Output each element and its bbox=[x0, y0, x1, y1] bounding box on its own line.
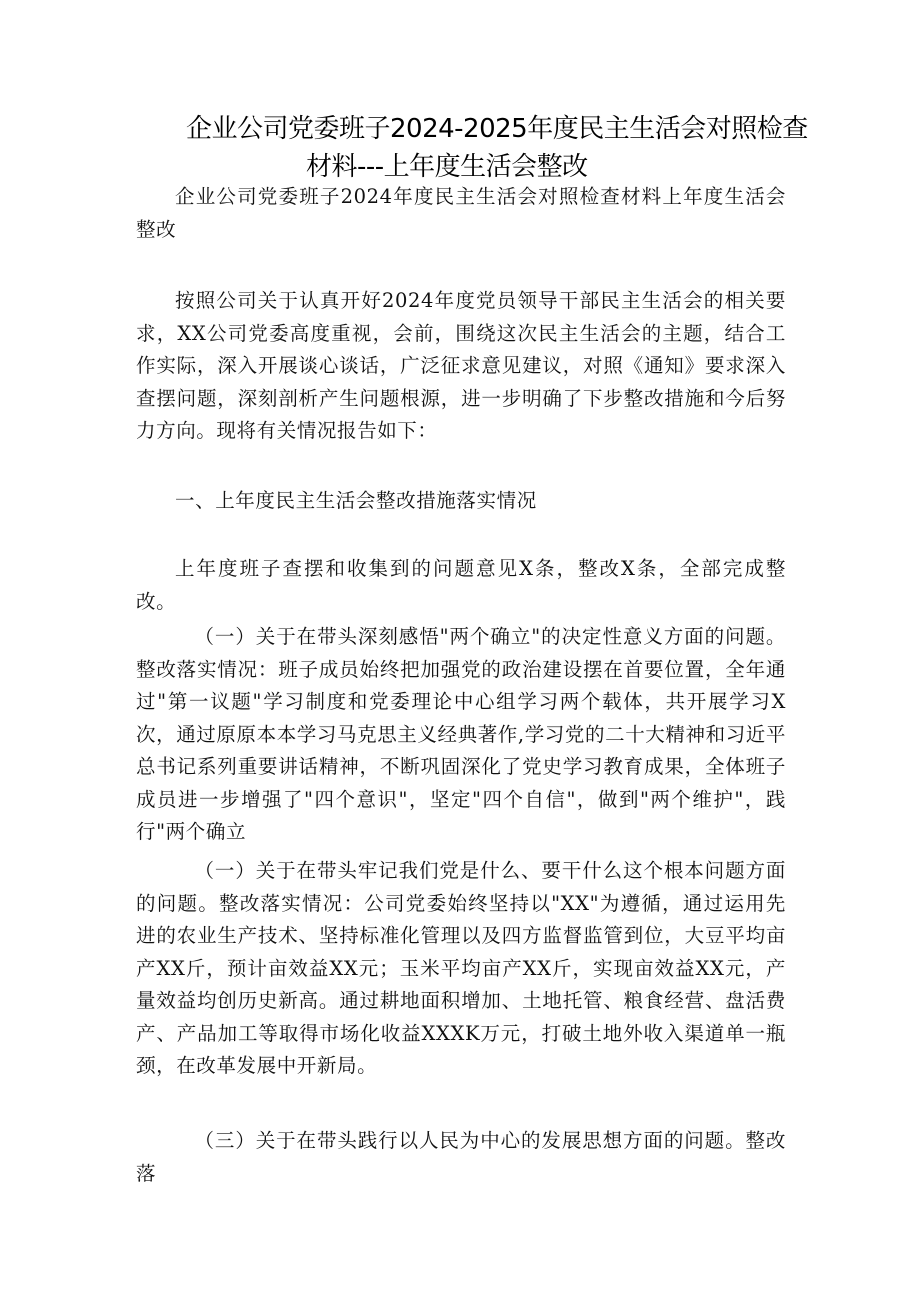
document-title bbox=[136, 110, 808, 186]
title-line-2: 材料---上年度生活会整改 bbox=[306, 152, 588, 182]
section-heading: 一、上年度民主生活会整改措施落实情况 bbox=[175, 489, 537, 512]
item-paragraph-3: （三）关于在带头践行以人民为中心的发展思想方面的问题。整改落 bbox=[136, 1129, 786, 1185]
document-subtitle: 企业公司党委班子2024年度民主生活会对照检查材料上年度生活会整改 bbox=[136, 185, 786, 241]
title-line-1: 企业公司党委班子2024-2025年度民主生活会对照检查 bbox=[186, 114, 808, 144]
intro-paragraph: 按照公司关于认真开好2024年度党员领导干部民主生活会的相关要求，XX公司党委高度重视，会前，围绕这次民主生活会的主题，结合工作实际，深入开展谈心谈话，广泛征求意见建议，对照《通知》要求深入查摆问题，深刻剖析产生问题根源，进一步明确了下步整改措施和今后努力方向。现将有关情况报告如下： bbox=[136, 289, 786, 442]
item-paragraph-1: （一）关于在带头深刻感悟"两个确立"的决定性意义方面的问题。整改落实情况：班子成员始终把加强党的政治建设摆在首要位置，全年通过"第一议题"学习制度和党委理论中心组学习两个载体，共开展学习X次，通过原原本本学习马克思主义经典著作,学习党的二十大精神和习近平总书记系列重要讲话精神，不断巩固深化了党史学习教育成果，全体班子成员进一步增强了"四个意识"，坚定"四个自信"，做到"两个维护"，践行"两个确立 bbox=[136, 625, 786, 843]
section-summary-paragraph: 上年度班子查摆和收集到的问题意见X条，整改X条，全部完成整改。 bbox=[136, 557, 786, 613]
item-paragraph-2: （一）关于在带头牢记我们党是什么、要干什么这个根本问题方面的问题。整改落实情况：公司党委始终坚持以"XX"为遵循，通过运用先进的农业生产技术、坚持标准化管理以及四方监督监管到位，大豆平均亩产XX斤，预计亩效益XX元；玉米平均亩产XX斤，实现亩效益XX元，产量效益均创历史新高。通过耕地面积增加、土地托管、粮食经营、盘活费产、产品加工等取得市场化收益XXXK万元，打破土地外收入渠道单一瓶颈，在改革发展中开新局。 bbox=[136, 859, 786, 1077]
